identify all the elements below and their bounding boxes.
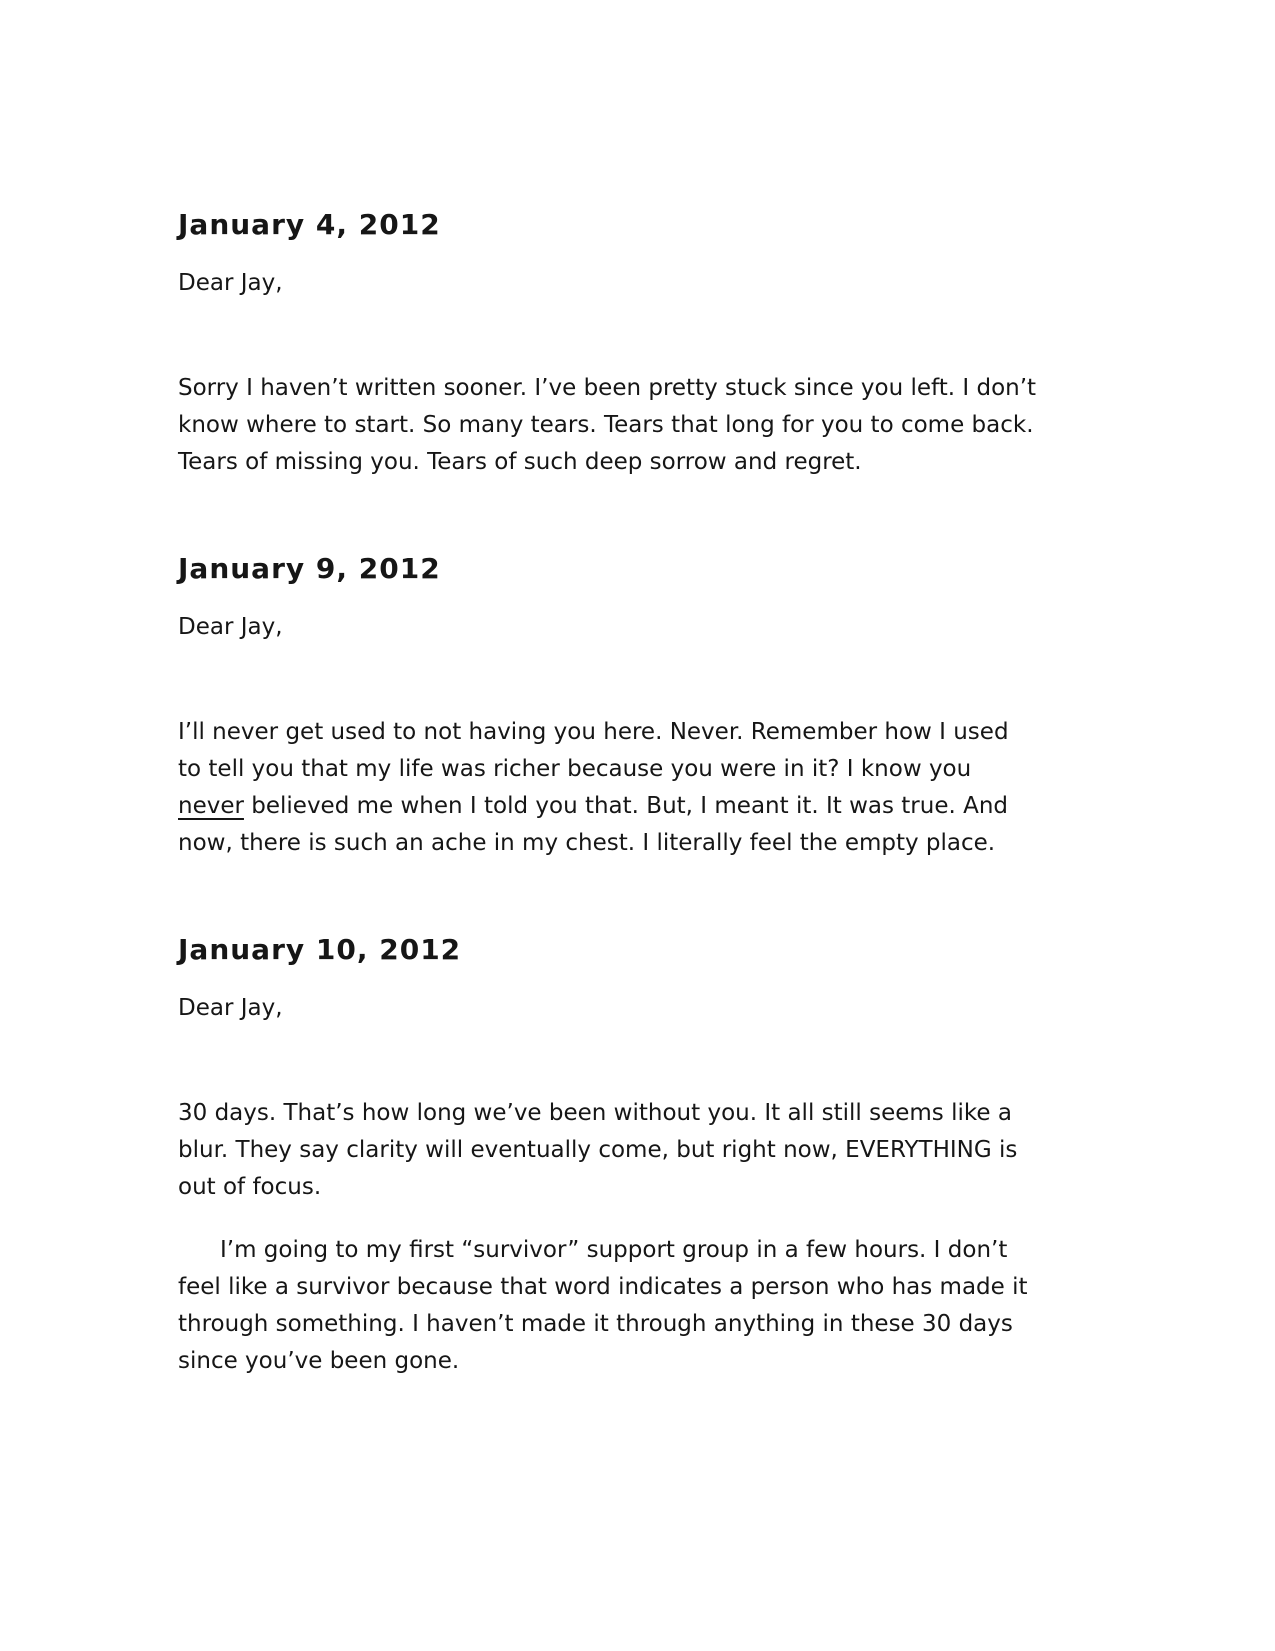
entry-paragraph [178,1232,1038,1380]
entry-date: January 9, 2012 [178,552,441,585]
entry-paragraph [178,370,1038,481]
underlined-word: never [178,793,244,819]
text-segment: 30 days. That’s how long we’ve been without you. It all still seems like a blur. They say clarity will eventually come, but right now, EVERYTHING is out of focus. [178,1100,1018,1200]
journal-entry-january-9 [178,549,1038,862]
text-segment: believed me when I told you that. But, I meant it. It was true. And now, there is such an ache in my chest. I literally feel the empty place. [178,793,1009,856]
entry-date: January 10, 2012 [178,933,462,966]
text-segment: Sorry I haven’t written sooner. I’ve been pretty stuck since you left. I don’t know where to start. So many tears. Tears that long for you to come back. Tears of missing you. Tears of such deep sorrow and regret. [178,375,1037,475]
salutation: Dear Jay, [178,270,283,296]
salutation: Dear Jay, [178,995,283,1021]
entry-paragraph [178,714,1038,862]
journal-entry-january-10 [178,930,1038,1380]
entry-paragraph [178,1095,1038,1206]
entry-date: January 4, 2012 [178,208,441,241]
salutation: Dear Jay, [178,614,283,640]
text-segment: I’m going to my first “survivor” support group in a few hours. I don’t feel like a survivor because that word indicates a person who has made it through something. I haven’t made it through anything in these 30 days since you’ve been gone. [178,1237,1028,1374]
text-segment: I’ll never get used to not having you here. Never. Remember how I used to tell you that my life was richer because you were in it? I know you [178,719,1009,782]
journal-entry-january-4 [178,205,1038,481]
